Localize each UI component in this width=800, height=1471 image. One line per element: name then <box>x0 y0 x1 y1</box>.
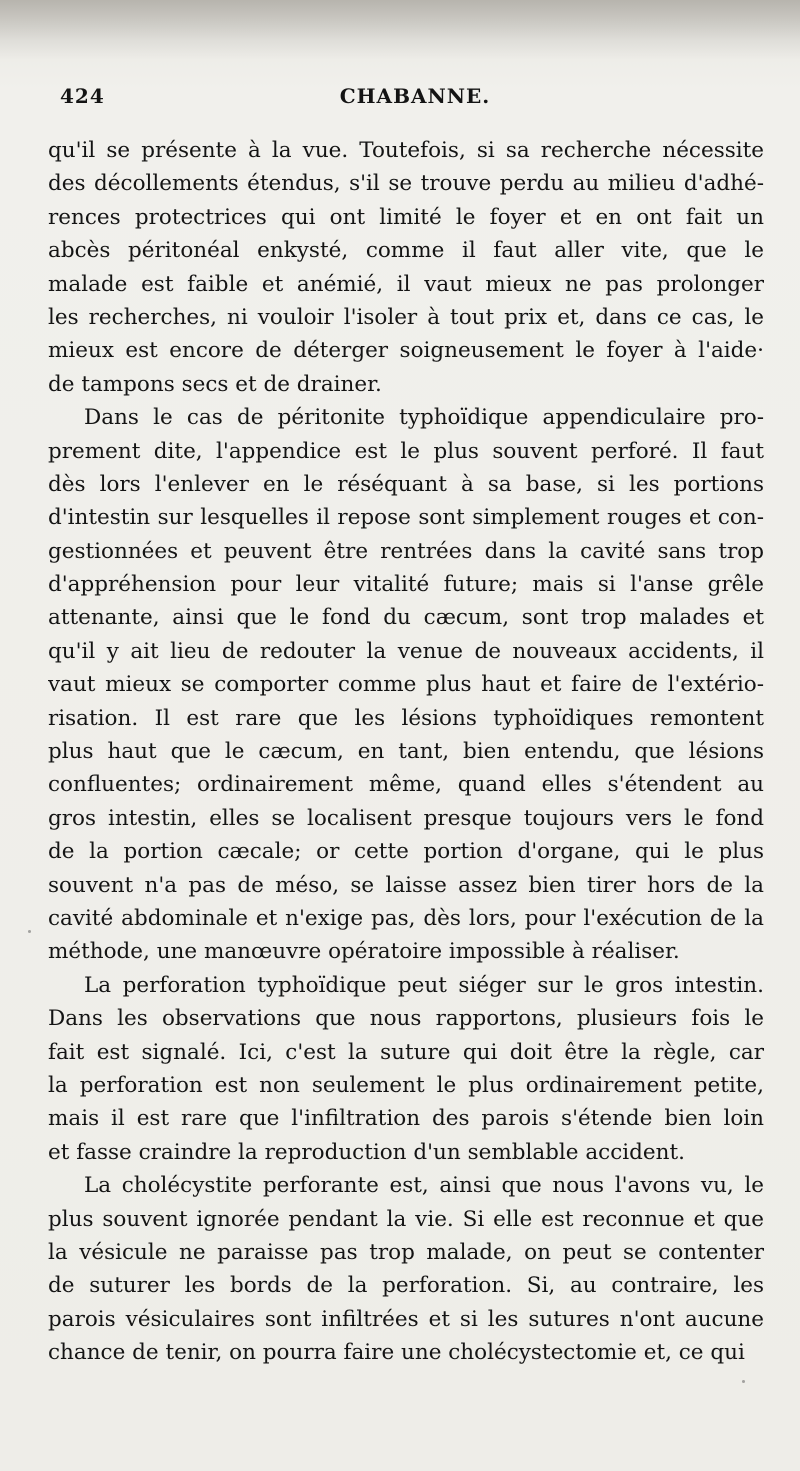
text-line: de tampons secs et de drainer. <box>48 371 382 397</box>
text-line: souvent n'a pas de méso, se laisse assez bien tirer hors de la <box>48 872 764 898</box>
text-line: cavité abdominale et n'exige pas, dès lors, pour l'exécution de la <box>48 905 764 931</box>
text-line: rences protectrices qui ont limité le foyer et en ont fait un <box>48 204 764 230</box>
running-head: CHABANNE. <box>339 84 491 108</box>
text-line: gros intestin, elles se localisent presque toujours vers le fond <box>48 805 764 831</box>
text-line: la perforation est non seulement le plus ordinairement petite, <box>48 1072 764 1098</box>
page-header <box>60 84 750 118</box>
text-line: La perforation typhoïdique peut siéger sur le gros intestin. <box>84 972 764 998</box>
text-line: qu'il y ait lieu de redouter la venue de nouveaux accidents, il <box>48 638 764 664</box>
text-line: méthode, une manœuvre opératoire impossible à réaliser. <box>48 939 680 965</box>
text-line: Dans le cas de péritonite typhoïdique appendiculaire pro- <box>84 405 764 431</box>
text-line: vaut mieux se comporter comme plus haut et faire de l'extério- <box>48 672 764 698</box>
text-line: risation. Il est rare que les lésions typhoïdiques remontent <box>48 705 764 731</box>
text-line: abcès péritonéal enkysté, comme il faut aller vite, que le <box>48 238 764 264</box>
text-line: de suturer les bords de la perforation. Si, au contraire, les <box>48 1273 764 1299</box>
text-line: plus souvent ignorée pendant la vie. Si elle est reconnue et que <box>48 1206 764 1232</box>
text-line: malade est faible et anémié, il vaut mieux ne pas prolonger <box>48 271 764 297</box>
text-line: attenante, ainsi que le fond du cæcum, sont trop malades et <box>48 605 764 631</box>
text-line: des décollements étendus, s'il se trouve perdu au milieu d'adhé- <box>48 171 764 197</box>
text-line: mieux est encore de déterger soigneusement le foyer à l'aide· <box>48 338 764 364</box>
text-line: prement dite, l'appendice est le plus souvent perforé. Il faut <box>48 438 764 464</box>
text-line: qu'il se présente à la vue. Toutefois, si sa recherche nécessite <box>48 138 764 163</box>
text-line: de la portion cæcale; or cette portion d'organe, qui le plus <box>48 839 764 865</box>
text-line: La cholécystite perforante est, ainsi que nous l'avons vu, le <box>84 1173 764 1199</box>
text-line: d'intestin sur lesquelles il repose sont simplement rouges et con- <box>48 505 764 531</box>
text-line: confluentes; ordinairement même, quand elles s'étendent au <box>48 772 764 798</box>
text-line: les recherches, ni vouloir l'isoler à tout prix et, dans ce cas, le <box>48 304 764 330</box>
text-line: chance de tenir, on pourra faire une cholécystectomie et, ce qui <box>48 1340 745 1366</box>
text-line: d'appréhension pour leur vitalité future; mais si l'anse grêle <box>48 572 764 598</box>
text-line: plus haut que le cæcum, en tant, bien entendu, que lésions <box>48 739 764 765</box>
text-line: et fasse craindre la reproduction d'un semblable accident. <box>48 1139 685 1165</box>
scan-edge-shadow <box>0 0 800 60</box>
text-line: fait est signalé. Ici, c'est la suture qui doit être la règle, car <box>48 1039 764 1065</box>
text-line: parois vésiculaires sont infiltrées et si les sutures n'ont aucune <box>48 1306 764 1332</box>
body-text <box>48 134 764 1369</box>
scan-speck <box>742 1380 745 1383</box>
page-number: 424 <box>60 84 105 108</box>
text-line: gestionnées et peuvent être rentrées dans la cavité sans trop <box>48 538 764 564</box>
scan-speck <box>28 930 31 933</box>
text-line: dès lors l'enlever en le réséquant à sa base, si les portions <box>48 471 764 497</box>
text-line: mais il est rare que l'infiltration des parois s'étende bien loin <box>48 1106 764 1132</box>
text-line: la vésicule ne paraisse pas trop malade, on peut se contenter <box>48 1239 764 1265</box>
text-line: Dans les observations que nous rapportons, plusieurs fois le <box>48 1006 764 1032</box>
